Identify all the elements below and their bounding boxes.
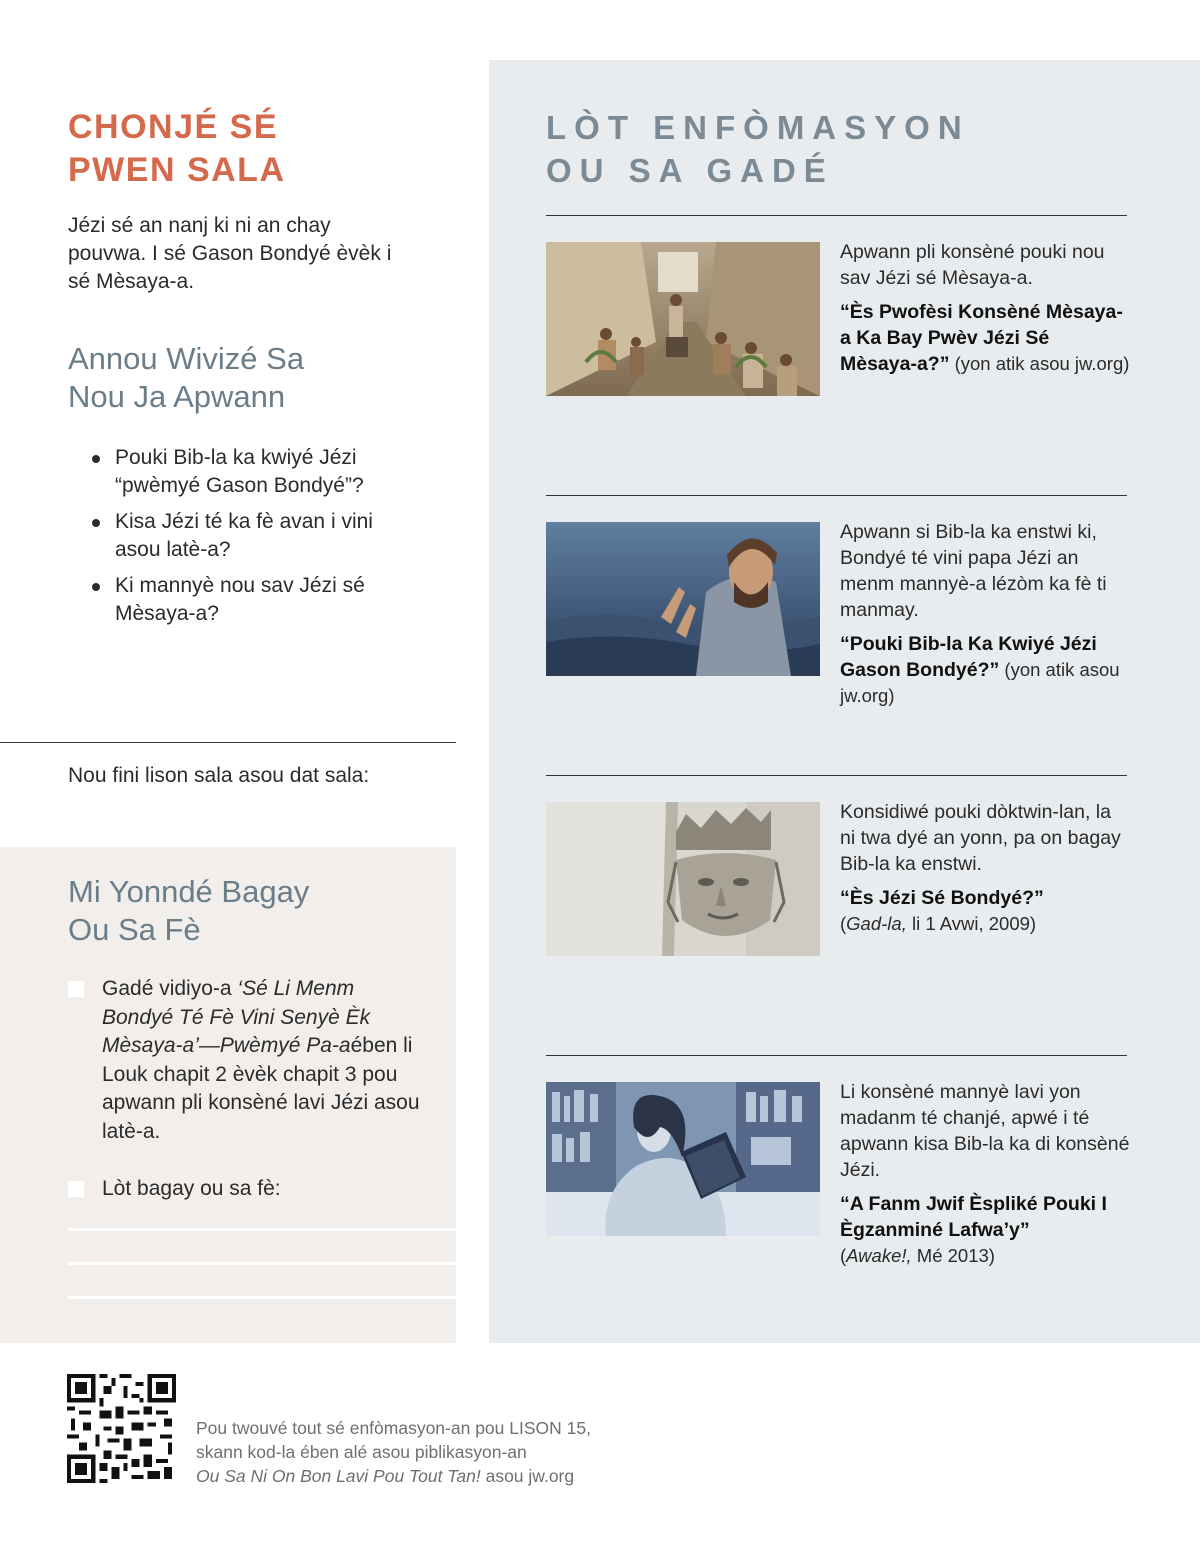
write-in-line[interactable] xyxy=(68,1296,456,1299)
article-source: (yon atik asou jw.org) xyxy=(840,659,1120,706)
review-question: Ki mannyè nou sav Jézi sé Mèsaya-a? xyxy=(92,572,422,628)
article-description: Li konsèné mannyè lavi yon madanm té chanjé, apwé i té apwann kisa Bib-la ka di konsèné Jézi. xyxy=(840,1081,1130,1181)
article-card-1 xyxy=(840,239,1130,377)
review-question: Pouki Bib-la ka kwiyé Jézi “pwèmyé Gason Bondyé”? xyxy=(92,444,422,500)
article-description: Konsidiwé pouki dòktwin-lan, la ni twa dyé an yonn, pa on bagay Bib-la ka enstwi. xyxy=(840,801,1121,875)
article-description: Apwann pli konsèné pouki nou sav Jézi sé Mèsaya-a. xyxy=(840,241,1105,289)
task-item-video: Gadé vidiyo-a ‘Sé Li Menm Bondyé Té Fè Vini Senyè Èk Mèsaya-a’—Pwèmyé Pa-aében li Louk chapit 2 èvèk chapit 3 pou apwann pli konsèné lavi Jézi asou latè-a. xyxy=(68,975,428,1146)
jesus-praying-illustration[interactable] xyxy=(546,522,820,676)
article-card-2 xyxy=(840,519,1130,709)
video-title[interactable]: ‘Sé Li Menm Bondyé Té Fè Vini Senyè Èk Mèsaya-a’—Pwèmyé Pa-a xyxy=(102,977,371,1057)
task-checkbox[interactable] xyxy=(68,981,84,997)
jesus-entering-jerusalem-illustration[interactable] xyxy=(546,242,820,396)
related-info-title: LÒT ENFÒMASYON OU SA GADÉ xyxy=(546,109,970,189)
article-link-title[interactable]: “Pouki Bib-la Ka Kwiyé Jézi Gason Bondyé?” xyxy=(840,633,1097,681)
article-source: (Gad-la, li 1 Avwi, 2009) xyxy=(840,913,1037,934)
summary-text: Jézi sé an nanj ki ni an chay pouvwa. I sé Gason Bondyé èvèk i sé Mèsaya-a. xyxy=(68,214,392,293)
summary-section-title: CHONJÉ SÉ PWEN SALA xyxy=(68,108,286,189)
footer-note: Pou twouvé tout sé enfòmasyon-an pou LISON 15, skann kod-la ében alé asou piblikasyon-an Ou Sa Ni On Bon Lavi Pou Tout Tan! asou jw.org xyxy=(196,1418,591,1486)
divider xyxy=(546,215,1127,216)
article-source: (Awake!, Mé 2013) xyxy=(840,1245,995,1266)
article-description: Apwann si Bib-la ka enstwi ki, Bondyé té vini papa Jézi an menm mannyè-a lézòm ka fè ti manmay. xyxy=(840,521,1107,621)
task-item-other: Lòt bagay ou sa fè: xyxy=(68,1175,428,1204)
review-questions-list xyxy=(92,444,422,636)
divider xyxy=(546,775,1127,776)
article-card-3 xyxy=(840,799,1130,937)
qr-code-icon[interactable] xyxy=(67,1374,176,1483)
article-link-title[interactable]: “Ès Jézi Sé Bondyé?” xyxy=(840,887,1044,909)
article-card-4 xyxy=(840,1079,1130,1269)
article-source: (yon atik asou jw.org) xyxy=(949,353,1130,374)
write-in-line[interactable] xyxy=(68,1228,456,1231)
completion-date-label: Nou fini lison sala asou dat sala: xyxy=(68,764,370,787)
divider xyxy=(546,495,1127,496)
article-link-title[interactable]: “A Fanm Jwif Èspliké Pouki I Ègzanminé Lafwa’y” xyxy=(840,1193,1107,1241)
task-checkbox[interactable] xyxy=(68,1181,84,1197)
three-faced-stone-carving-photo[interactable] xyxy=(546,802,820,956)
review-question: Kisa Jézi té ka fè avan i vini asou latè-a? xyxy=(92,508,422,564)
article-link-title[interactable]: “Ès Pwofèsi Konsèné Mèsaya-a Ka Bay Pwèv Jézi Sé Mèsaya-a?” xyxy=(840,301,1123,375)
divider xyxy=(546,1055,1127,1056)
woman-reading-book-photo[interactable] xyxy=(546,1082,820,1236)
tasks-section-title: Mi Yonndé Bagay Ou Sa Fè xyxy=(68,874,310,947)
publication-title[interactable]: Ou Sa Ni On Bon Lavi Pou Tout Tan! xyxy=(196,1466,481,1486)
write-in-line[interactable] xyxy=(68,1262,456,1265)
review-section-title: Annou Wivizé Sa Nou Ja Apwann xyxy=(68,341,305,414)
divider xyxy=(0,742,456,743)
